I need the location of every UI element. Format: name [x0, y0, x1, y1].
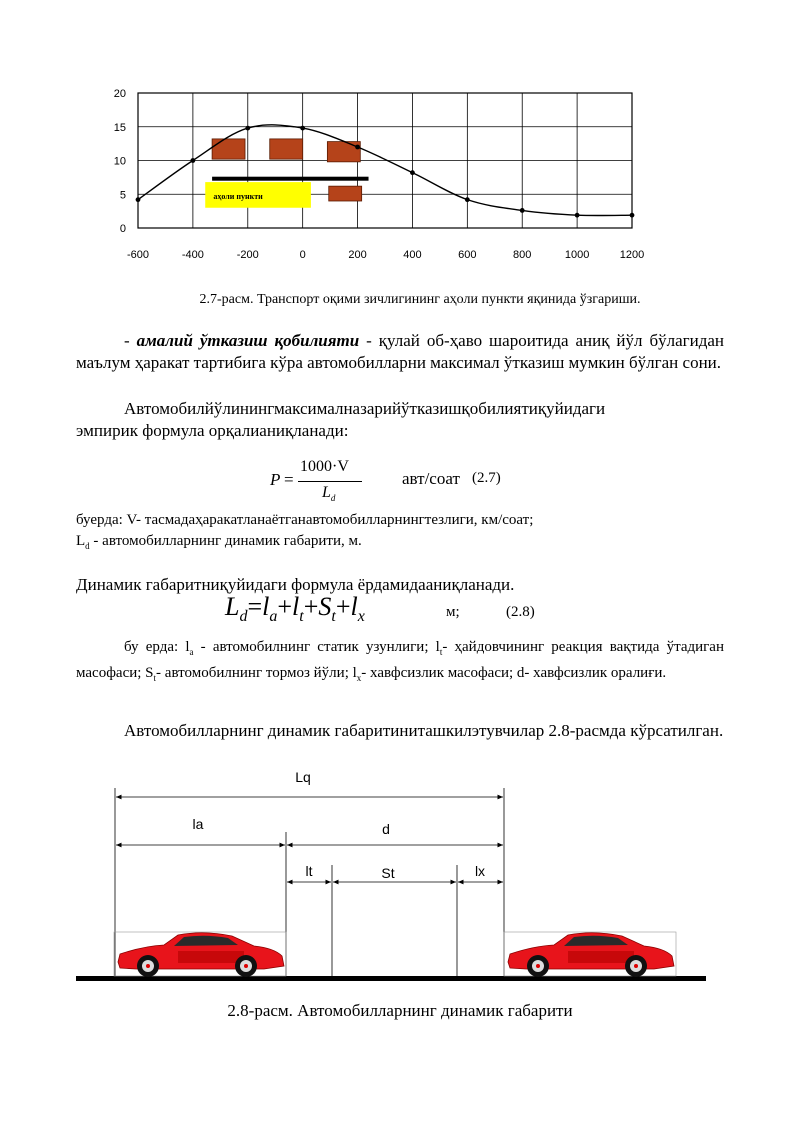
definition-text: - қулай об-ҳаво шароитида аниқ йўл бўлагидан маълум ҳаракат тартибига кўра автомобилларни максимал ўтказиш мумкин бўлган сони. [76, 331, 724, 372]
data-point [300, 126, 305, 131]
dynamic-size-intro: Динамик габаритниқуйидаги формула ёрдамидааниқланади. [76, 575, 515, 594]
x-tick-label: 200 [348, 249, 367, 261]
x-tick-label: -400 [181, 249, 204, 261]
data-point [355, 145, 360, 150]
term-bold: амалий ўтказиш қобилияти [136, 331, 360, 350]
fraction-bar [298, 481, 362, 482]
building-block [270, 139, 303, 159]
building-block [212, 139, 245, 159]
data-point [465, 197, 470, 202]
x-tick-label: 1000 [564, 249, 590, 261]
formula-numerator: 1000·V [300, 458, 349, 475]
lt-label: lt [305, 863, 313, 879]
formula-unit: авт/соат [402, 469, 460, 488]
x-tick-label: -200 [236, 249, 259, 261]
formula-2-7 [270, 458, 570, 510]
building-block [329, 186, 362, 201]
data-point [136, 197, 141, 202]
data-point [190, 158, 195, 163]
density-chart [100, 80, 660, 270]
lq-label: Lq [295, 769, 311, 785]
d-label: d [382, 821, 390, 837]
formula-denominator: $L_d$ [322, 484, 336, 504]
formula-2-8-unit: м; [446, 604, 460, 620]
x-tick-label: 0 [299, 249, 306, 261]
x-tick-label: 400 [403, 249, 422, 261]
road-bar [212, 177, 368, 181]
y-tick-label: 20 [113, 88, 126, 100]
definition-paragraph [76, 330, 724, 374]
data-point [630, 213, 635, 218]
figure-2-8-caption: 2.8-расм. Автомобилларнинг динамик габарити [227, 1001, 573, 1020]
data-point [410, 170, 415, 175]
formula-2-8-number: (2.8) [506, 604, 535, 620]
components-paragraph: Автомобилларнинг динамик габаритиниташкилэтувчилар 2.8-расмда кўрсатилган. [124, 721, 724, 740]
road-surface [76, 976, 706, 981]
data-point [520, 208, 525, 213]
symbols-explanation: бу ерда: $l_a$ - автомобилнинг статик узунлиги; $l_t-$ ҳайдовчининг реакция вақтида ўтадиган масофаси; $S_t-$ автомобилнинг тормоз йўли; $l_x-$ хавфсизлик масофаси; d- хавфсизлик оралиғи. [76, 639, 724, 683]
formula-number: (2.7) [472, 470, 501, 486]
y-tick-label: 0 [119, 223, 126, 235]
data-point [575, 213, 580, 218]
where-line2: $L_d$ - автомобилларнинг динамик габарити, м. [76, 533, 362, 551]
dynamic-size-diagram [70, 760, 730, 990]
x-tick-label: 800 [513, 249, 532, 261]
x-tick-label: 600 [458, 249, 477, 261]
car-left-image [114, 932, 286, 977]
formula-2-8: $L_d=l_a+l_t+S_t+l_x$ [225, 592, 365, 626]
y-tick-label: 15 [113, 121, 126, 134]
formula-intro-line2: эмпирик формула орқалианиқланади: [76, 421, 349, 440]
formula-equals: = [284, 470, 294, 489]
where-line1: буерда: V- тасмадаҳаракатланаётганавтомобилларнингтезлиги, км/соат; [76, 512, 534, 528]
settlement-label: аҳоли пункти [213, 191, 263, 201]
data-point [245, 126, 250, 131]
figure-2-7-caption: 2.7-расм. Транспорт оқими зичлигининг аҳоли пункти яқинида ўзгариши. [199, 292, 641, 307]
formula-intro-line1: Автомобилйўлинингмаксималназарийўтказишқобилиятиқуйидаги [124, 399, 606, 418]
la-label: la [192, 816, 204, 832]
st-label: St [381, 865, 395, 881]
car-right-image [504, 932, 676, 977]
x-tick-label: 1200 [619, 249, 645, 261]
building-block [327, 142, 360, 162]
formula-lhs: P [270, 470, 281, 489]
dash: - [124, 331, 137, 350]
x-tick-label: -600 [126, 249, 150, 261]
lx-label: lx [474, 863, 486, 879]
y-tick-label: 5 [119, 189, 126, 202]
y-tick-label: 10 [113, 155, 126, 168]
